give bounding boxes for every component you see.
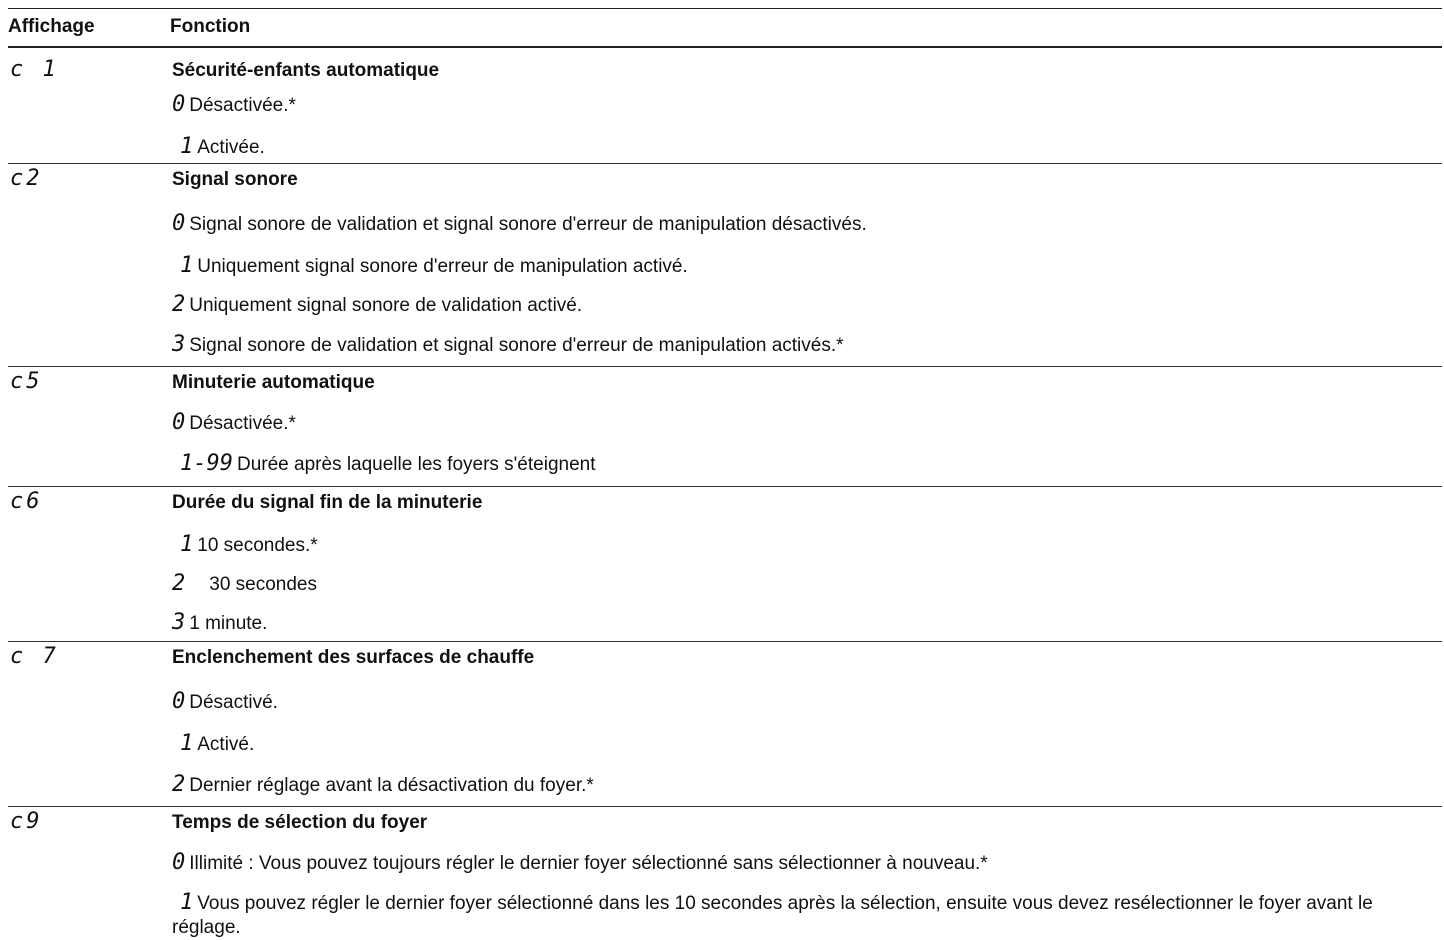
option-row (172, 533, 318, 558)
option-text: Activée. (197, 137, 265, 158)
option-row (172, 851, 988, 876)
setting-code: c6 (10, 489, 43, 514)
setting-c2 (8, 164, 1442, 367)
option-text: 1 minute. (189, 613, 268, 634)
option-text: Activé. (197, 734, 255, 755)
option-row (172, 773, 594, 798)
option-text: Illimité : Vous pouvez toujours régler le dernier foyer sélectionné sans sélectionner à nouveau.* (189, 853, 988, 874)
option-value: 2 (172, 571, 186, 596)
option-text: Uniquement signal sonore de validation activé. (189, 295, 583, 316)
setting-title: Sécurité-enfants automatique (172, 60, 440, 81)
option-value: 0 (172, 689, 186, 714)
option-row (172, 732, 254, 757)
setting-title: Signal sonore (172, 169, 298, 190)
top-rule (8, 8, 1442, 9)
setting-title: Minuterie automatique (172, 372, 375, 393)
option-row (172, 333, 844, 358)
setting-code: c5 (10, 369, 43, 394)
option-value: 1 (180, 532, 194, 557)
option-value: 0 (172, 850, 186, 875)
setting-c5 (8, 367, 1442, 487)
setting-title: Durée du signal fin de la minuterie (172, 492, 483, 513)
option-text: 10 secondes.* (197, 535, 318, 556)
option-text: Désactivé. (189, 692, 278, 713)
option-value: 1 (180, 134, 194, 159)
option-row (172, 572, 317, 597)
option-text: Uniquement signal sonore d'erreur de manipulation activé. (197, 256, 688, 277)
option-text: Signal sonore de validation et signal sonore d'erreur de manipulation activés.* (189, 335, 844, 356)
option-text: Désactivée.* (189, 95, 296, 116)
option-text: 30 secondes (209, 574, 317, 595)
option-row (172, 93, 296, 118)
option-value: 3 (172, 610, 186, 635)
setting-c9 (8, 807, 1442, 939)
option-value: 1 (180, 253, 194, 278)
setting-c6 (8, 487, 1442, 642)
header-rule (8, 46, 1442, 48)
option-value: 3 (172, 332, 186, 357)
option-value: 0 (172, 92, 186, 117)
option-row (172, 891, 1442, 940)
setting-c1 (8, 55, 1442, 164)
setting-title: Enclenchement des surfaces de chauffe (172, 647, 535, 668)
option-text: Désactivée.* (189, 413, 296, 434)
setting-code: c9 (10, 809, 43, 834)
option-row (172, 611, 267, 636)
option-row (172, 690, 278, 715)
setting-code: c2 (10, 166, 43, 191)
option-row (172, 212, 867, 237)
option-text: Durée après laquelle les foyers s'éteignent (236, 454, 596, 475)
option-value: 2 (172, 292, 186, 317)
option-row (172, 452, 596, 477)
option-value: 1 (180, 890, 194, 915)
setting-code: c 7 (10, 644, 59, 669)
option-row (172, 293, 582, 318)
option-text: Vous pouvez régler le dernier foyer sélectionné dans les 10 secondes après la sélection, ensuite vous devez resélectionner le foyer avant le réglage. (172, 893, 1373, 938)
column-header-function: Fonction (170, 16, 251, 37)
option-text: Signal sonore de validation et signal sonore d'erreur de manipulation désactivés. (189, 214, 867, 235)
option-row (172, 411, 296, 436)
option-value: 0 (172, 211, 186, 236)
column-header-display: Affichage (8, 16, 95, 37)
setting-c7 (8, 642, 1442, 807)
setting-title: Temps de sélection du foyer (172, 812, 428, 833)
option-text: Dernier réglage avant la désactivation du foyer.* (189, 775, 594, 796)
option-value: 1-99 (180, 451, 233, 476)
option-row (172, 135, 265, 160)
option-value: 1 (180, 731, 194, 756)
option-row (172, 254, 688, 279)
setting-code: c 1 (10, 57, 59, 82)
option-value: 0 (172, 410, 186, 435)
option-value: 2 (172, 772, 186, 797)
